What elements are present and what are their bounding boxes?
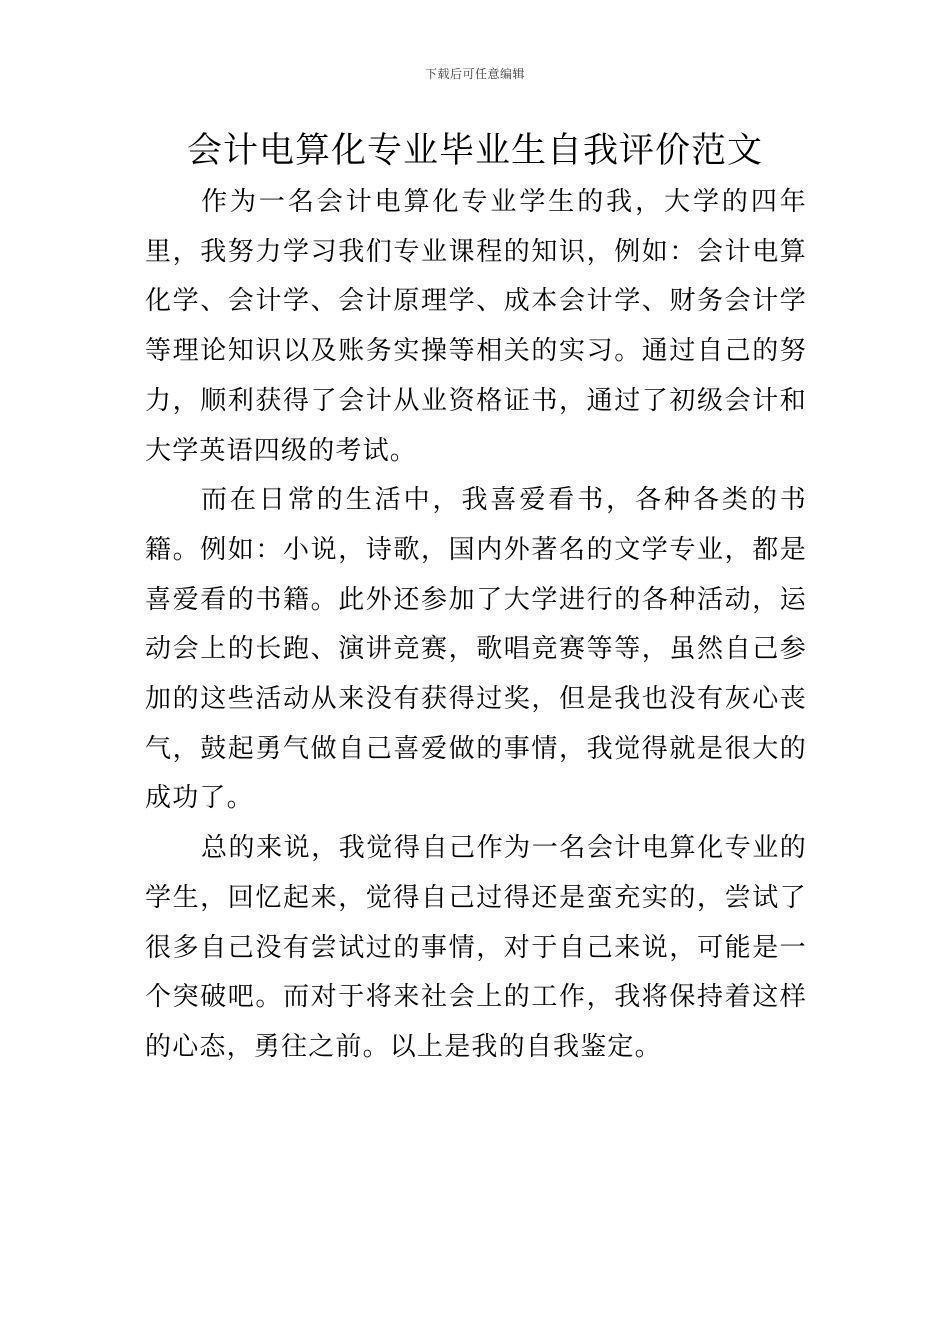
- document-title: 会计电算化专业毕业生自我评价范文: [186, 131, 763, 171]
- paragraph-2: 而在日常的生活中，我喜爱看书，各种各类的书籍。例如：小说，诗歌，国内外著名的文学专业，都是喜爱看的书籍。此外还参加了大学进行的各种活动，运动会上的长跑、演讲竞赛，歌唱竞赛等等，虽然自己参加的这些活动从来没有获得过奖，但是我也没有灰心丧气，鼓起勇气做自己喜爱做的事情，我觉得就是很大的成功了。: [145, 485, 807, 814]
- paragraph-1: 作为一名会计电算化专业学生的我，大学的四年里，我努力学习我们专业课程的知识，例如：会计电算化学、会计学、会计原理学、成本会计学、财务会计学等理论知识以及账务实操等相关的实习。通过自己的努力，顺利获得了会计从业资格证书，通过了初级会计和大学英语四级的考试。: [145, 187, 807, 466]
- document-body: [145, 178, 807, 1073]
- header-note: 下载后可任意编辑: [424, 67, 525, 81]
- paragraph-3: 总的来说，我觉得自己作为一名会计电算化专业的学生，回忆起来，觉得自己过得还是蛮充实的，尝试了很多自己没有尝试过的事情，对于自己来说，可能是一个突破吧。而对于将来社会上的工作，我将保持着这样的心态，勇往之前。以上是我的自我鉴定。: [145, 833, 807, 1062]
